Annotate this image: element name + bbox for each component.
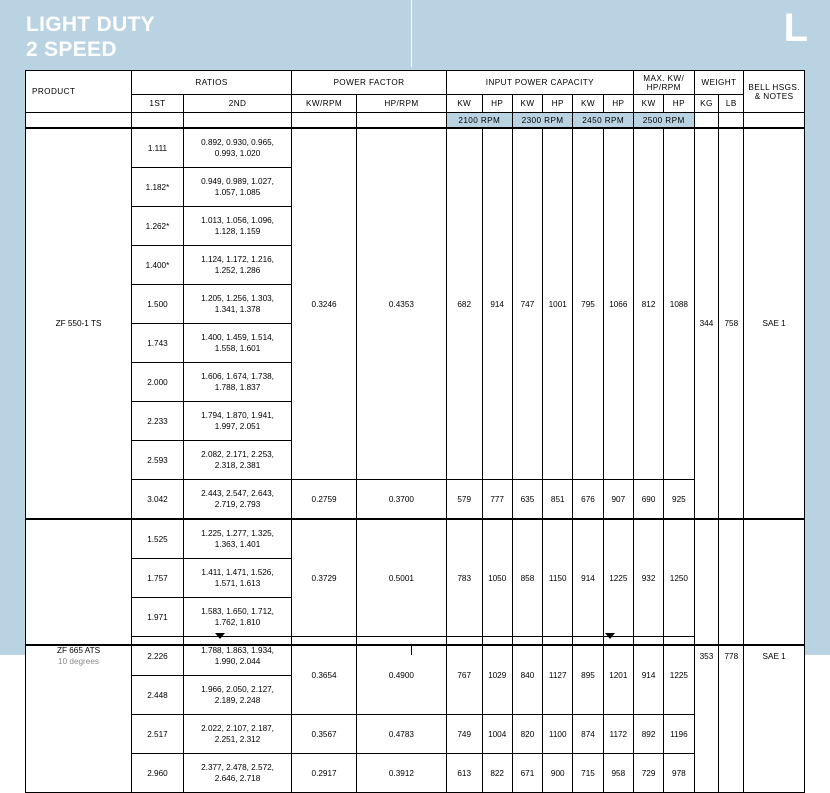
col-max-kw-hp-rpm bbox=[633, 71, 694, 95]
kw-2100: 682 bbox=[446, 128, 482, 480]
hp-per-rpm: 0.3700 bbox=[357, 480, 447, 520]
col-kw-rpm: KW/RPM bbox=[292, 95, 357, 113]
bell-hsgs-notes: SAE 1 bbox=[744, 519, 805, 793]
col-max-kw-hp-rpm-line1: MAX. KW/ bbox=[643, 73, 685, 83]
ratio-2nd-line2: 1.990, 2.044 bbox=[214, 657, 261, 666]
rpm-blank-ratio2 bbox=[183, 113, 291, 129]
ratio-2nd-line2: 0.993, 1.020 bbox=[214, 149, 261, 158]
spec-table-head bbox=[26, 71, 805, 129]
header-row-sub bbox=[26, 95, 805, 113]
table-row bbox=[26, 128, 805, 168]
kw-per-rpm: 0.3729 bbox=[292, 519, 357, 637]
rpm-blank-product bbox=[26, 113, 132, 129]
weight-lb: 758 bbox=[719, 128, 744, 519]
kw-2450: 914 bbox=[573, 519, 603, 637]
hp-2300: 900 bbox=[543, 754, 573, 793]
hp-2450: 1201 bbox=[603, 637, 633, 715]
footer-rule bbox=[25, 644, 805, 646]
hp-2100: 1004 bbox=[482, 715, 512, 754]
kw-2100: 783 bbox=[446, 519, 482, 637]
ratio-1st: 1.111 bbox=[132, 128, 184, 168]
header-divider bbox=[411, 0, 412, 67]
col-product: PRODUCT bbox=[26, 71, 132, 113]
ratio-1st: 1.971 bbox=[132, 598, 184, 637]
hp-per-rpm: 0.4353 bbox=[357, 128, 447, 480]
col-power-factor: POWER FACTOR bbox=[292, 71, 447, 95]
hp-2300: 1100 bbox=[543, 715, 573, 754]
ratio-2nd-line1: 1.583, 1.650, 1.712, bbox=[201, 607, 274, 616]
hp-2450: 1225 bbox=[603, 519, 633, 637]
page-title-line1: LIGHT DUTY bbox=[26, 13, 155, 36]
hp-2450: 958 bbox=[603, 754, 633, 793]
rpm-2100: 2100 RPM bbox=[446, 113, 512, 129]
kw-2450: 676 bbox=[573, 480, 603, 520]
kw-2450: 795 bbox=[573, 128, 603, 480]
kw-2300: 858 bbox=[512, 519, 542, 637]
ratio-2nd bbox=[183, 480, 291, 520]
ratio-2nd bbox=[183, 207, 291, 246]
fold-mark-left bbox=[215, 633, 225, 639]
col-kw-2300: KW bbox=[512, 95, 542, 113]
kw-per-rpm: 0.2759 bbox=[292, 480, 357, 520]
hp-per-rpm: 0.4900 bbox=[357, 637, 447, 715]
footer-edge-right bbox=[804, 644, 805, 655]
kw-2100: 613 bbox=[446, 754, 482, 793]
product-cell bbox=[26, 519, 132, 793]
hp-2100: 1050 bbox=[482, 519, 512, 637]
spec-table-wrapper bbox=[25, 70, 805, 793]
kw-max: 729 bbox=[633, 754, 663, 793]
col-weight: WEIGHT bbox=[694, 71, 744, 95]
footer-edge-left bbox=[25, 644, 26, 655]
rpm-blank-kg bbox=[694, 113, 719, 129]
ratio-2nd-line1: 1.788, 1.863, 1.934, bbox=[201, 646, 274, 655]
hp-2100: 777 bbox=[482, 480, 512, 520]
hp-per-rpm: 0.3912 bbox=[357, 754, 447, 793]
kw-per-rpm: 0.2917 bbox=[292, 754, 357, 793]
ratio-1st: 1.182* bbox=[132, 168, 184, 207]
ratio-1st: 2.233 bbox=[132, 402, 184, 441]
kw-2100: 749 bbox=[446, 715, 482, 754]
hp-per-rpm: 0.4783 bbox=[357, 715, 447, 754]
rpm-2300: 2300 RPM bbox=[512, 113, 573, 129]
ratio-2nd-line1: 1.400, 1.459, 1.514, bbox=[201, 333, 274, 342]
table-row bbox=[26, 519, 805, 559]
rpm-2450: 2450 RPM bbox=[573, 113, 634, 129]
bell-hsgs-notes: SAE 1 bbox=[744, 128, 805, 519]
ratio-1st: 2.226 bbox=[132, 637, 184, 676]
ratio-2nd bbox=[183, 128, 291, 168]
kw-2450: 715 bbox=[573, 754, 603, 793]
ratio-2nd bbox=[183, 676, 291, 715]
rpm-blank-lb bbox=[719, 113, 744, 129]
rpm-2500: 2500 RPM bbox=[633, 113, 694, 129]
ratio-2nd-line1: 1.794, 1.870, 1.941, bbox=[201, 411, 274, 420]
ratio-2nd bbox=[183, 363, 291, 402]
ratio-1st: 2.517 bbox=[132, 715, 184, 754]
ratio-2nd-line2: 1.252, 1.286 bbox=[214, 266, 261, 275]
hp-max: 1250 bbox=[664, 519, 694, 637]
ratio-2nd-line2: 1.762, 1.810 bbox=[214, 618, 261, 627]
ratio-2nd-line2: 2.719, 2.793 bbox=[214, 500, 261, 509]
hp-2100: 822 bbox=[482, 754, 512, 793]
kw-2450: 895 bbox=[573, 637, 603, 715]
col-hp-max: HP bbox=[664, 95, 694, 113]
rpm-blank-hprpm bbox=[357, 113, 447, 129]
table-row bbox=[26, 480, 805, 520]
hp-2450: 1172 bbox=[603, 715, 633, 754]
section-letter: L bbox=[783, 6, 808, 50]
ratio-2nd-line2: 1.341, 1.378 bbox=[214, 305, 261, 314]
kw-2300: 820 bbox=[512, 715, 542, 754]
kw-max: 892 bbox=[633, 715, 663, 754]
kw-per-rpm: 0.3654 bbox=[292, 637, 357, 715]
rpm-blank-kwrpm bbox=[292, 113, 357, 129]
ratio-2nd bbox=[183, 598, 291, 637]
ratio-2nd-line2: 1.128, 1.159 bbox=[214, 227, 261, 236]
ratio-1st: 1.262* bbox=[132, 207, 184, 246]
ratio-2nd bbox=[183, 559, 291, 598]
hp-2450: 1066 bbox=[603, 128, 633, 480]
col-bell-hsgs-line1: BELL HSGS. bbox=[748, 82, 800, 92]
ratio-2nd-line1: 2.377, 2.478, 2.572, bbox=[201, 763, 274, 772]
ratio-2nd-line1: 1.606, 1.674, 1.738, bbox=[201, 372, 274, 381]
ratio-2nd-line1: 1.013, 1.056, 1.096, bbox=[201, 216, 274, 225]
ratio-1st: 1.743 bbox=[132, 324, 184, 363]
table-row bbox=[26, 715, 805, 754]
kw-2300: 747 bbox=[512, 128, 542, 480]
hp-max: 1196 bbox=[664, 715, 694, 754]
kw-per-rpm: 0.3246 bbox=[292, 128, 357, 480]
ratio-2nd-line2: 1.363, 1.401 bbox=[214, 540, 261, 549]
product-name: ZF 665 ATS bbox=[56, 646, 101, 655]
col-bell-hsgs-notes bbox=[744, 71, 805, 113]
product-cell bbox=[26, 128, 132, 519]
ratio-2nd-line1: 1.225, 1.277, 1.325, bbox=[201, 529, 274, 538]
hp-2300: 1150 bbox=[543, 519, 573, 637]
col-hp-2300: HP bbox=[543, 95, 573, 113]
ratio-2nd-line2: 1.997, 2.051 bbox=[214, 422, 261, 431]
col-max-kw-hp-rpm-line2: HP/RPM bbox=[646, 82, 681, 92]
page-title-line2: 2 SPEED bbox=[26, 38, 117, 61]
spec-table-body bbox=[26, 128, 805, 793]
hp-2450: 907 bbox=[603, 480, 633, 520]
hp-max: 1225 bbox=[664, 637, 694, 715]
ratio-2nd bbox=[183, 168, 291, 207]
page-footer-marks bbox=[25, 633, 805, 655]
kw-2300: 635 bbox=[512, 480, 542, 520]
ratio-2nd-line2: 2.251, 2.312 bbox=[214, 735, 261, 744]
ratio-1st: 2.448 bbox=[132, 676, 184, 715]
ratio-2nd-line1: 1.205, 1.256, 1.303, bbox=[201, 294, 274, 303]
ratio-1st: 2.593 bbox=[132, 441, 184, 480]
ratio-1st: 2.000 bbox=[132, 363, 184, 402]
kw-max: 812 bbox=[633, 128, 663, 480]
ratio-1st: 1.400* bbox=[132, 246, 184, 285]
rpm-blank-notes bbox=[744, 113, 805, 129]
ratio-2nd-line2: 2.646, 2.718 bbox=[214, 774, 261, 783]
ratio-2nd bbox=[183, 324, 291, 363]
ratio-2nd-line1: 0.949, 0.989, 1.027, bbox=[201, 177, 274, 186]
ratio-2nd bbox=[183, 519, 291, 559]
col-kw-2100: KW bbox=[446, 95, 482, 113]
ratio-2nd-line1: 1.411, 1.471, 1.526, bbox=[201, 568, 274, 577]
spec-table bbox=[25, 70, 805, 793]
col-kw-2450: KW bbox=[573, 95, 603, 113]
kw-max: 690 bbox=[633, 480, 663, 520]
ratio-2nd bbox=[183, 441, 291, 480]
weight-kg: 353 bbox=[694, 519, 719, 793]
ratio-2nd-line2: 2.318, 2.381 bbox=[214, 461, 261, 470]
col-hp-rpm: HP/RPM bbox=[357, 95, 447, 113]
kw-2450: 874 bbox=[573, 715, 603, 754]
ratio-1st: 1.500 bbox=[132, 285, 184, 324]
ratio-2nd-line1: 2.443, 2.547, 2.643, bbox=[201, 489, 274, 498]
hp-2100: 914 bbox=[482, 128, 512, 480]
kw-per-rpm: 0.3567 bbox=[292, 715, 357, 754]
hp-max: 978 bbox=[664, 754, 694, 793]
ratio-2nd-line1: 2.022, 2.107, 2.187, bbox=[201, 724, 274, 733]
fold-mark-right bbox=[605, 633, 615, 639]
kw-2300: 671 bbox=[512, 754, 542, 793]
ratio-1st: 1.525 bbox=[132, 519, 184, 559]
col-ratio-1st: 1ST bbox=[132, 95, 184, 113]
ratio-2nd-line2: 1.788, 1.837 bbox=[214, 383, 261, 392]
kw-max: 914 bbox=[633, 637, 663, 715]
col-hp-2450: HP bbox=[603, 95, 633, 113]
hp-2100: 1029 bbox=[482, 637, 512, 715]
header-row-top bbox=[26, 71, 805, 95]
ratio-2nd bbox=[183, 754, 291, 793]
col-input-power-capacity: INPUT POWER CAPACITY bbox=[446, 71, 633, 95]
weight-kg: 344 bbox=[694, 128, 719, 519]
weight-lb: 778 bbox=[719, 519, 744, 793]
ratio-2nd-line2: 1.057, 1.085 bbox=[214, 188, 261, 197]
col-ratio-2nd: 2ND bbox=[183, 95, 291, 113]
col-hp-2100: HP bbox=[482, 95, 512, 113]
ratio-2nd-line1: 1.966, 2.050, 2.127, bbox=[201, 685, 274, 694]
ratio-2nd bbox=[183, 715, 291, 754]
footer-edge-mid bbox=[411, 644, 412, 655]
hp-2300: 851 bbox=[543, 480, 573, 520]
hp-per-rpm: 0.5001 bbox=[357, 519, 447, 637]
col-bell-hsgs-line2: & NOTES bbox=[754, 91, 794, 101]
page-title bbox=[26, 12, 155, 62]
ratio-2nd-line2: 1.558, 1.601 bbox=[214, 344, 261, 353]
col-weight-kg: KG bbox=[694, 95, 719, 113]
rpm-blank-ratio1 bbox=[132, 113, 184, 129]
ratio-2nd bbox=[183, 285, 291, 324]
ratio-1st: 2.960 bbox=[132, 754, 184, 793]
kw-max: 932 bbox=[633, 519, 663, 637]
hp-2300: 1001 bbox=[543, 128, 573, 480]
ratio-2nd-line1: 2.082, 2.171, 2.253, bbox=[201, 450, 274, 459]
hp-max: 1088 bbox=[664, 128, 694, 480]
hp-max: 925 bbox=[664, 480, 694, 520]
ratio-2nd bbox=[183, 246, 291, 285]
ratio-1st: 1.757 bbox=[132, 559, 184, 598]
table-row bbox=[26, 754, 805, 793]
ratio-2nd-line2: 1.571, 1.613 bbox=[214, 579, 261, 588]
page-header bbox=[0, 0, 830, 67]
col-ratios: RATIOS bbox=[132, 71, 292, 95]
hp-2300: 1127 bbox=[543, 637, 573, 715]
kw-2100: 767 bbox=[446, 637, 482, 715]
col-kw-max: KW bbox=[633, 95, 663, 113]
ratio-2nd-line1: 1.124, 1.172, 1.216, bbox=[201, 255, 274, 264]
header-row-rpm bbox=[26, 113, 805, 129]
product-name: ZF 550-1 TS bbox=[55, 319, 102, 328]
product-subtitle: 10 degrees bbox=[58, 657, 99, 666]
ratio-2nd-line1: 0.892, 0.930, 0.965, bbox=[201, 138, 274, 147]
ratio-2nd-line2: 2.189, 2.248 bbox=[214, 696, 261, 705]
kw-2300: 840 bbox=[512, 637, 542, 715]
kw-2100: 579 bbox=[446, 480, 482, 520]
ratio-2nd bbox=[183, 402, 291, 441]
col-weight-lb: LB bbox=[719, 95, 744, 113]
ratio-1st: 3.042 bbox=[132, 480, 184, 520]
